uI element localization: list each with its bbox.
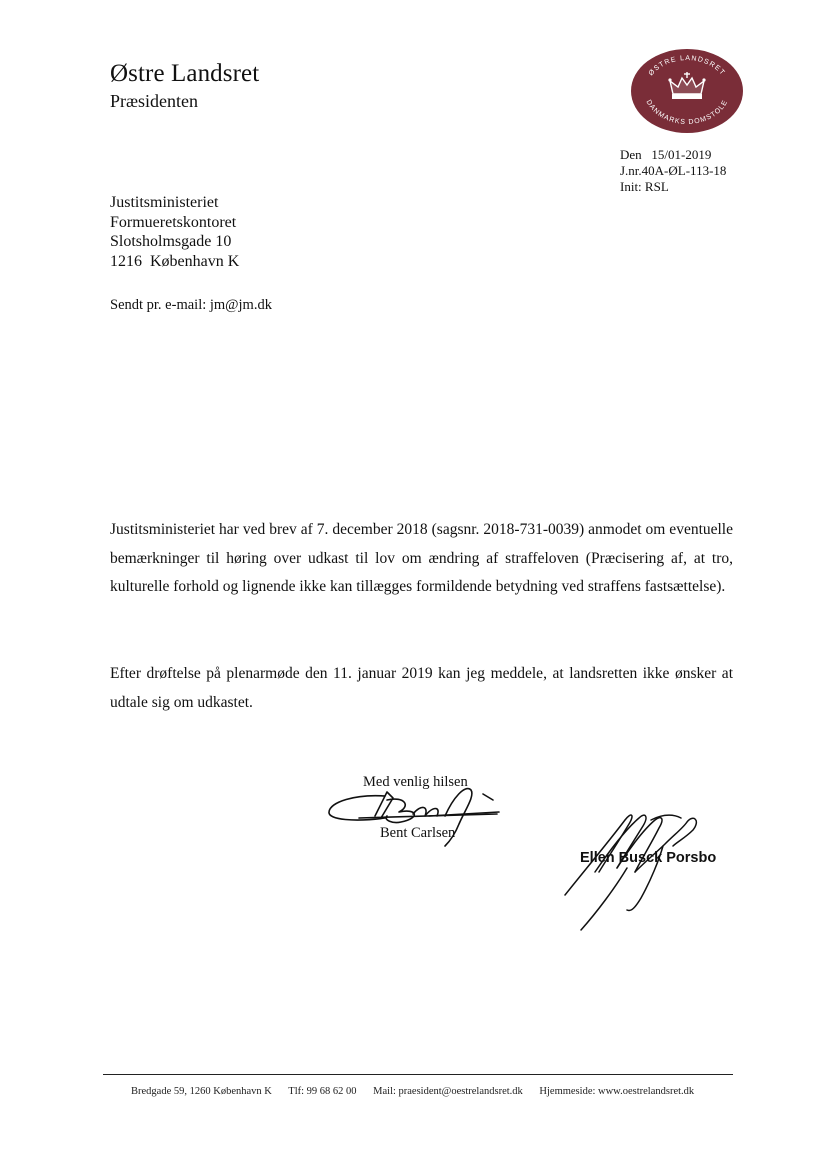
seal-bottom-text: DANMARKS DOMSTOLE <box>644 98 730 127</box>
body-paragraph: Efter drøftelse på plenarmøde den 11. januar 2019 kan jeg meddele, at landsretten ikke ønsker at udtale sig om udkastet. <box>110 665 733 711</box>
signer-name-2: Ellen Busck Porsbo <box>580 850 717 866</box>
footer-contact <box>131 1086 708 1097</box>
signature-2 <box>555 800 705 935</box>
initials: Init: RSL <box>620 179 669 194</box>
journal-number: J.nr.40A-ØL-113-18 <box>620 163 727 178</box>
signature-1 <box>325 770 515 850</box>
closing-greeting: Med venlig hilsen <box>363 774 468 790</box>
sent-via-email: Sendt pr. e-mail: jm@jm.dk <box>110 297 272 313</box>
signer-name-1: Bent Carlsen <box>380 825 456 841</box>
recipient-line: Formueretskontoret <box>110 213 237 231</box>
recipient-line: 1216 København K <box>110 252 240 270</box>
recipient-address <box>110 193 239 271</box>
recipient-line: Slotsholmsgade 10 <box>110 233 232 250</box>
letter-date: Den 15/01-2019 <box>620 147 712 162</box>
footer-divider <box>103 1074 733 1075</box>
footer-address: Bredgade 59, 1260 København K <box>131 1086 272 1097</box>
letter-meta <box>620 147 726 195</box>
body-paragraph: Justitsministeriet har ved brev af 7. december 2018 (sagsnr. 2018-731-0039) anmodet om eventuelle bemærkninger til høring over udkast til lov om ændring af straffeloven (Præcisering af, at tro, kulturelle forhold og lignende ikke kan tillægges formildende betydning ved straffens fastsættelse). <box>110 521 733 595</box>
footer-phone: Tlf: 99 68 62 00 <box>288 1086 357 1097</box>
organization-subtitle: Præsidenten <box>110 91 198 111</box>
recipient-line: Justitsministeriet <box>110 194 219 211</box>
organization-name: Østre Landsret <box>110 60 260 87</box>
court-seal-logo <box>630 48 744 134</box>
footer-mail: Mail: praesident@oestrelandsret.dk <box>373 1086 523 1097</box>
seal-top-text: ØSTRE LANDSRET <box>647 54 727 78</box>
footer-website: Hjemmeside: www.oestrelandsret.dk <box>539 1086 695 1097</box>
